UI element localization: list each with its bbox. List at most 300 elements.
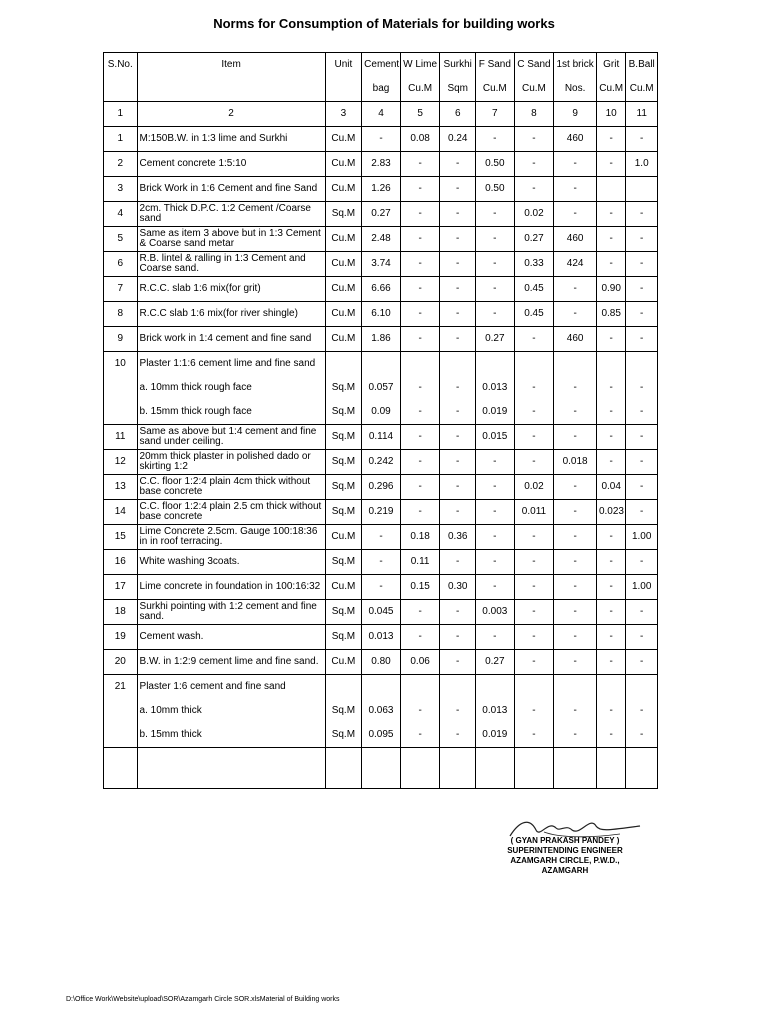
cell-unit: Cu.M: [325, 575, 362, 600]
cell-surkhi: -: [440, 152, 476, 177]
column-number: 11: [626, 102, 658, 127]
cell-surkhi: -: [440, 600, 476, 625]
cell-fsand: 0.015: [476, 425, 515, 450]
cell-item: R.C.C slab 1:6 mix(for river shingle): [137, 302, 325, 327]
header-unit-cell: Sqm: [440, 77, 476, 102]
cell-fsand: 0.27: [476, 327, 515, 352]
cell-cement: 0.242: [362, 450, 401, 475]
cell-csand: -: [514, 550, 554, 575]
cell-cement: 0.063: [362, 699, 401, 723]
table-row: [104, 376, 658, 400]
cell-grit: -: [596, 152, 625, 177]
column-number: 4: [362, 102, 401, 127]
cell-brick: -: [554, 400, 597, 425]
cell-fsand: 0.50: [476, 152, 515, 177]
cell-unit: Cu.M: [325, 127, 362, 152]
cell-item: Brick Work in 1:6 Cement and fine Sand: [137, 177, 325, 202]
header-unit-cell: [325, 77, 362, 102]
cell-brick: -: [554, 625, 597, 650]
cell-surkhi: -: [440, 475, 476, 500]
cell-surkhi: -: [440, 550, 476, 575]
cell-csand: 0.02: [514, 475, 554, 500]
blank-cell: [104, 748, 138, 789]
cell-wlime: -: [400, 475, 440, 500]
cell-sno: 19: [104, 625, 138, 650]
blank-cell: [137, 748, 325, 789]
cell-cement: 2.83: [362, 152, 401, 177]
table-row: [104, 525, 658, 550]
cell-sno: 12: [104, 450, 138, 475]
cell-sno: [104, 723, 138, 748]
cell-grit: 0.04: [596, 475, 625, 500]
cell-brick: 460: [554, 327, 597, 352]
header-unit-cell: Cu.M: [626, 77, 658, 102]
cell-csand: 0.45: [514, 302, 554, 327]
cell-unit: Sq.M: [325, 202, 362, 227]
cell-surkhi: 0.30: [440, 575, 476, 600]
cell-grit: -: [596, 625, 625, 650]
stamp-office: AZAMGARH CIRCLE, P.W.D.,: [510, 856, 620, 865]
cell-cement: [362, 352, 401, 377]
header-cell: B.Ball: [626, 53, 658, 78]
cell-bball: -: [626, 425, 658, 450]
cell-cement: 1.26: [362, 177, 401, 202]
cell-brick: -: [554, 699, 597, 723]
blank-cell: [440, 748, 476, 789]
cell-brick: 460: [554, 227, 597, 252]
cell-cement: -: [362, 127, 401, 152]
cell-item: b. 15mm thick rough face: [137, 400, 325, 425]
blank-cell: [325, 748, 362, 789]
cell-bball: [626, 675, 658, 700]
cell-item: C.C. floor 1:2:4 plain 4cm thick without base concrete: [137, 475, 325, 500]
cell-grit: -: [596, 327, 625, 352]
cell-wlime: -: [400, 625, 440, 650]
cell-grit: -: [596, 723, 625, 748]
cell-bball: -: [626, 202, 658, 227]
norms-table: [103, 52, 658, 789]
cell-item: Brick work in 1:4 cement and fine sand: [137, 327, 325, 352]
cell-sno: 13: [104, 475, 138, 500]
cell-item: a. 10mm thick rough face: [137, 376, 325, 400]
cell-unit: Cu.M: [325, 152, 362, 177]
cell-cement: 0.27: [362, 202, 401, 227]
cell-item: Same as above but 1:4 cement and fine sand under ceiling.: [137, 425, 325, 450]
cell-item: Lime Concrete 2.5cm. Gauge 100:18:36 in in roof terracing.: [137, 525, 325, 550]
cell-sno: 8: [104, 302, 138, 327]
cell-brick: -: [554, 475, 597, 500]
cell-cement: 0.057: [362, 376, 401, 400]
table-row: [104, 450, 658, 475]
cell-unit: Sq.M: [325, 600, 362, 625]
cell-csand: -: [514, 400, 554, 425]
cell-brick: 460: [554, 127, 597, 152]
cell-unit: Sq.M: [325, 625, 362, 650]
cell-cement: 2.48: [362, 227, 401, 252]
cell-csand: 0.27: [514, 227, 554, 252]
column-number: 3: [325, 102, 362, 127]
cell-unit: Sq.M: [325, 699, 362, 723]
cell-brick: -: [554, 600, 597, 625]
cell-fsand: -: [476, 550, 515, 575]
cell-wlime: [400, 352, 440, 377]
header-unit-cell: Cu.M: [596, 77, 625, 102]
cell-item: Surkhi pointing with 1:2 cement and fine sand.: [137, 600, 325, 625]
cell-grit: -: [596, 699, 625, 723]
blank-row: [104, 748, 658, 789]
cell-cement: 0.296: [362, 475, 401, 500]
table-row: [104, 699, 658, 723]
cell-grit: [596, 675, 625, 700]
cell-sno: 3: [104, 177, 138, 202]
cell-brick: -: [554, 723, 597, 748]
cell-wlime: -: [400, 302, 440, 327]
cell-sno: 18: [104, 600, 138, 625]
cell-csand: -: [514, 699, 554, 723]
cell-wlime: -: [400, 400, 440, 425]
cell-grit: -: [596, 575, 625, 600]
cell-wlime: -: [400, 327, 440, 352]
cell-unit: Sq.M: [325, 500, 362, 525]
cell-wlime: -: [400, 227, 440, 252]
cell-csand: -: [514, 723, 554, 748]
table-row: [104, 400, 658, 425]
cell-item: Plaster 1:1:6 cement lime and fine sand: [137, 352, 325, 377]
column-number: 6: [440, 102, 476, 127]
cell-sno: [104, 376, 138, 400]
file-path-footer: D:\Office Work\Website\upload\SOR\Azamgarh Circle SOR.xlsMaterial of Building works: [66, 996, 340, 1003]
header-cell: F Sand: [476, 53, 515, 78]
cell-bball: -: [626, 302, 658, 327]
cell-csand: -: [514, 650, 554, 675]
cell-wlime: 0.15: [400, 575, 440, 600]
cell-sno: 21: [104, 675, 138, 700]
cell-item: M:150B.W. in 1:3 lime and Surkhi: [137, 127, 325, 152]
cell-csand: [514, 675, 554, 700]
cell-sno: 5: [104, 227, 138, 252]
header-cell: Unit: [325, 53, 362, 78]
cell-csand: -: [514, 600, 554, 625]
blank-cell: [596, 748, 625, 789]
cell-wlime: -: [400, 699, 440, 723]
cell-unit: Cu.M: [325, 650, 362, 675]
cell-fsand: 0.50: [476, 177, 515, 202]
cell-brick: -: [554, 202, 597, 227]
table-row: [104, 575, 658, 600]
cell-brick: -: [554, 376, 597, 400]
cell-bball: -: [626, 723, 658, 748]
cell-fsand: -: [476, 450, 515, 475]
cell-unit: Sq.M: [325, 450, 362, 475]
header-cell: Item: [137, 53, 325, 78]
cell-bball: -: [626, 500, 658, 525]
table-row: [104, 302, 658, 327]
cell-grit: [596, 177, 625, 202]
cell-grit: -: [596, 202, 625, 227]
cell-sno: [104, 699, 138, 723]
cell-wlime: 0.08: [400, 127, 440, 152]
table-row: [104, 650, 658, 675]
cell-wlime: -: [400, 500, 440, 525]
cell-fsand: -: [476, 302, 515, 327]
table-row: [104, 475, 658, 500]
cell-grit: -: [596, 376, 625, 400]
header-unit-cell: Cu.M: [476, 77, 515, 102]
cell-surkhi: -: [440, 723, 476, 748]
table-row: [104, 550, 658, 575]
page-title: Norms for Consumption of Materials for building works: [213, 16, 555, 31]
blank-cell: [514, 748, 554, 789]
header-cell: S.No.: [104, 53, 138, 78]
cell-csand: -: [514, 327, 554, 352]
cell-fsand: [476, 352, 515, 377]
cell-wlime: -: [400, 376, 440, 400]
cell-surkhi: [440, 675, 476, 700]
cell-bball: -: [626, 127, 658, 152]
cell-csand: -: [514, 525, 554, 550]
cell-bball: -: [626, 400, 658, 425]
cell-unit: Cu.M: [325, 277, 362, 302]
column-number: 2: [137, 102, 325, 127]
cell-item: C.C. floor 1:2:4 plain 2.5 cm thick without base concrete: [137, 500, 325, 525]
cell-grit: -: [596, 127, 625, 152]
stamp-city: AZAMGARH: [541, 866, 589, 875]
cell-wlime: 0.18: [400, 525, 440, 550]
blank-cell: [362, 748, 401, 789]
cell-sno: 10: [104, 352, 138, 377]
cell-brick: -: [554, 575, 597, 600]
cell-fsand: -: [476, 127, 515, 152]
column-number: 7: [476, 102, 515, 127]
cell-sno: 1: [104, 127, 138, 152]
cell-bball: -: [626, 252, 658, 277]
cell-brick: 0.018: [554, 450, 597, 475]
cell-item: R.C.C. slab 1:6 mix(for grit): [137, 277, 325, 302]
cell-wlime: -: [400, 600, 440, 625]
cell-bball: -: [626, 650, 658, 675]
stamp-text: [470, 836, 660, 876]
cell-sno: 14: [104, 500, 138, 525]
cell-brick: -: [554, 302, 597, 327]
cell-csand: -: [514, 127, 554, 152]
cell-unit: Sq.M: [325, 475, 362, 500]
cell-bball: 1.00: [626, 525, 658, 550]
cell-brick: 424: [554, 252, 597, 277]
cell-unit: Sq.M: [325, 400, 362, 425]
cell-grit: -: [596, 550, 625, 575]
cell-item: Same as item 3 above but in 1:3 Cement & Coarse sand metar: [137, 227, 325, 252]
cell-cement: 0.114: [362, 425, 401, 450]
cell-item: 2cm. Thick D.P.C. 1:2 Cement /Coarse sand: [137, 202, 325, 227]
cell-item: Lime concrete in foundation in 100:16:32: [137, 575, 325, 600]
cell-surkhi: -: [440, 177, 476, 202]
cell-grit: -: [596, 650, 625, 675]
cell-csand: -: [514, 376, 554, 400]
header-cell: 1st brick: [554, 53, 597, 78]
cell-cement: 3.74: [362, 252, 401, 277]
cell-unit: Sq.M: [325, 425, 362, 450]
cell-surkhi: -: [440, 327, 476, 352]
cell-bball: -: [626, 475, 658, 500]
cell-wlime: 0.11: [400, 550, 440, 575]
cell-grit: -: [596, 252, 625, 277]
table-row: [104, 352, 658, 377]
table-row: [104, 425, 658, 450]
cell-wlime: -: [400, 450, 440, 475]
cell-sno: 20: [104, 650, 138, 675]
cell-surkhi: -: [440, 650, 476, 675]
cell-unit: [325, 352, 362, 377]
cell-wlime: 0.06: [400, 650, 440, 675]
cell-cement: 0.80: [362, 650, 401, 675]
cell-surkhi: -: [440, 302, 476, 327]
cell-cement: 0.09: [362, 400, 401, 425]
header-cell: Grit: [596, 53, 625, 78]
cell-grit: -: [596, 227, 625, 252]
cell-bball: -: [626, 600, 658, 625]
header-row-numbers: [104, 102, 658, 127]
cell-item: Plaster 1:6 cement and fine sand: [137, 675, 325, 700]
cell-brick: -: [554, 152, 597, 177]
cell-item: a. 10mm thick: [137, 699, 325, 723]
cell-surkhi: -: [440, 625, 476, 650]
cell-fsand: 0.019: [476, 723, 515, 748]
cell-brick: -: [554, 425, 597, 450]
cell-sno: 16: [104, 550, 138, 575]
cell-surkhi: 0.24: [440, 127, 476, 152]
cell-csand: -: [514, 177, 554, 202]
signature-stamp: [470, 808, 660, 878]
cell-fsand: -: [476, 575, 515, 600]
cell-cement: 1.86: [362, 327, 401, 352]
cell-wlime: -: [400, 177, 440, 202]
cell-sno: 2: [104, 152, 138, 177]
cell-bball: -: [626, 699, 658, 723]
cell-unit: [325, 675, 362, 700]
cell-csand: 0.011: [514, 500, 554, 525]
table-row: [104, 277, 658, 302]
cell-grit: 0.85: [596, 302, 625, 327]
cell-surkhi: 0.36: [440, 525, 476, 550]
cell-grit: -: [596, 425, 625, 450]
header-unit-cell: [104, 77, 138, 102]
cell-csand: -: [514, 152, 554, 177]
cell-fsand: -: [476, 475, 515, 500]
cell-fsand: [476, 675, 515, 700]
cell-sno: 4: [104, 202, 138, 227]
cell-cement: 0.045: [362, 600, 401, 625]
cell-surkhi: -: [440, 252, 476, 277]
header-cell: Surkhi: [440, 53, 476, 78]
cell-surkhi: -: [440, 699, 476, 723]
cell-item: Cement concrete 1:5:10: [137, 152, 325, 177]
cell-grit: -: [596, 525, 625, 550]
cell-unit: Cu.M: [325, 302, 362, 327]
cell-item: Cement wash.: [137, 625, 325, 650]
table-body: [104, 53, 658, 789]
cell-wlime: -: [400, 252, 440, 277]
cell-fsand: -: [476, 525, 515, 550]
cell-brick: -: [554, 650, 597, 675]
cell-grit: 0.90: [596, 277, 625, 302]
table-row: [104, 723, 658, 748]
cell-csand: 0.45: [514, 277, 554, 302]
cell-cement: 0.095: [362, 723, 401, 748]
cell-sno: 17: [104, 575, 138, 600]
cell-unit: Sq.M: [325, 376, 362, 400]
table-row: [104, 152, 658, 177]
cell-unit: Sq.M: [325, 723, 362, 748]
cell-unit: Cu.M: [325, 252, 362, 277]
cell-bball: -: [626, 277, 658, 302]
cell-surkhi: -: [440, 227, 476, 252]
cell-surkhi: -: [440, 202, 476, 227]
stamp-name: ( GYAN PRAKASH PANDEY ): [510, 836, 620, 845]
cell-brick: -: [554, 177, 597, 202]
cell-sno: 15: [104, 525, 138, 550]
cell-bball: -: [626, 625, 658, 650]
cell-cement: -: [362, 550, 401, 575]
cell-surkhi: -: [440, 400, 476, 425]
table-row: [104, 227, 658, 252]
cell-wlime: -: [400, 152, 440, 177]
cell-surkhi: -: [440, 376, 476, 400]
cell-fsand: -: [476, 202, 515, 227]
header-unit-cell: bag: [362, 77, 401, 102]
cell-wlime: [400, 675, 440, 700]
cell-csand: -: [514, 625, 554, 650]
header-unit-cell: Cu.M: [400, 77, 440, 102]
cell-csand: -: [514, 425, 554, 450]
cell-wlime: -: [400, 277, 440, 302]
column-number: 8: [514, 102, 554, 127]
cell-brick: -: [554, 525, 597, 550]
column-number: 9: [554, 102, 597, 127]
header-unit-cell: Cu.M: [514, 77, 554, 102]
cell-bball: -: [626, 227, 658, 252]
cell-item: R.B. lintel & ralling in 1:3 Cement and Coarse sand.: [137, 252, 325, 277]
cell-bball: -: [626, 450, 658, 475]
cell-cement: 0.219: [362, 500, 401, 525]
table-row: [104, 675, 658, 700]
cell-sno: 11: [104, 425, 138, 450]
cell-fsand: -: [476, 227, 515, 252]
cell-fsand: 0.27: [476, 650, 515, 675]
table-row: [104, 127, 658, 152]
cell-sno: 9: [104, 327, 138, 352]
cell-surkhi: -: [440, 277, 476, 302]
column-number: 10: [596, 102, 625, 127]
cell-surkhi: -: [440, 500, 476, 525]
cell-bball: -: [626, 550, 658, 575]
cell-csand: -: [514, 575, 554, 600]
table-row: [104, 202, 658, 227]
cell-csand: 0.33: [514, 252, 554, 277]
table-row: [104, 500, 658, 525]
cell-fsand: -: [476, 625, 515, 650]
cell-sno: [104, 400, 138, 425]
cell-fsand: -: [476, 252, 515, 277]
cell-fsand: 0.013: [476, 699, 515, 723]
cell-item: White washing 3coats.: [137, 550, 325, 575]
table-row: [104, 252, 658, 277]
cell-unit: Cu.M: [325, 525, 362, 550]
cell-bball: 1.00: [626, 575, 658, 600]
cell-fsand: 0.003: [476, 600, 515, 625]
cell-grit: 0.023: [596, 500, 625, 525]
cell-unit: Cu.M: [325, 327, 362, 352]
cell-grit: [596, 352, 625, 377]
